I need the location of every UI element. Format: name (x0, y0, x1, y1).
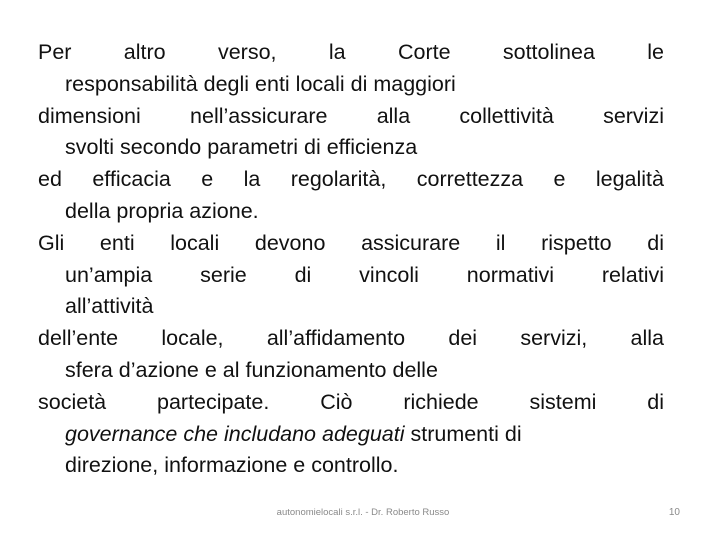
text-line: Per altro verso, la Corte sottolinea le (38, 40, 664, 64)
text-line: direzione, informazione e controllo. (65, 453, 399, 478)
text-line: ed efficacia e la regolarità, correttezza e legalità (38, 167, 664, 192)
text-line: società partecipate. Ciò richiede sistemi di (38, 389, 664, 414)
text-line: dell’ente locale, all’affidamento dei servizi, alla (38, 326, 664, 351)
text-line: Gli enti locali devono assicurare il rispetto di (38, 230, 664, 255)
text-line-mixed (38, 419, 664, 451)
text-line: all’attività (65, 294, 154, 319)
footer-credit: autonomielocali s.r.l. - Dr. Roberto Russo (276, 507, 450, 518)
footer (0, 507, 720, 523)
text-line: svolti secondo parametri di efficienza (65, 135, 418, 160)
text-line: sfera d’azione e al funzionamento delle (65, 357, 438, 382)
italic-text: governance che includano adeguati (65, 421, 405, 446)
text-line: un’ampia serie di vincoli normativi relativi (65, 262, 664, 287)
text-line: dimensioni nell’assicurare alla collettività servizi (38, 103, 664, 128)
page-number: 10 (668, 507, 680, 518)
text-fragment: strumenti di (404, 421, 522, 446)
text-line: responsabilità degli enti locali di maggiori (65, 71, 456, 96)
text-line: della propria azione. (65, 198, 259, 223)
body-text (38, 37, 664, 482)
